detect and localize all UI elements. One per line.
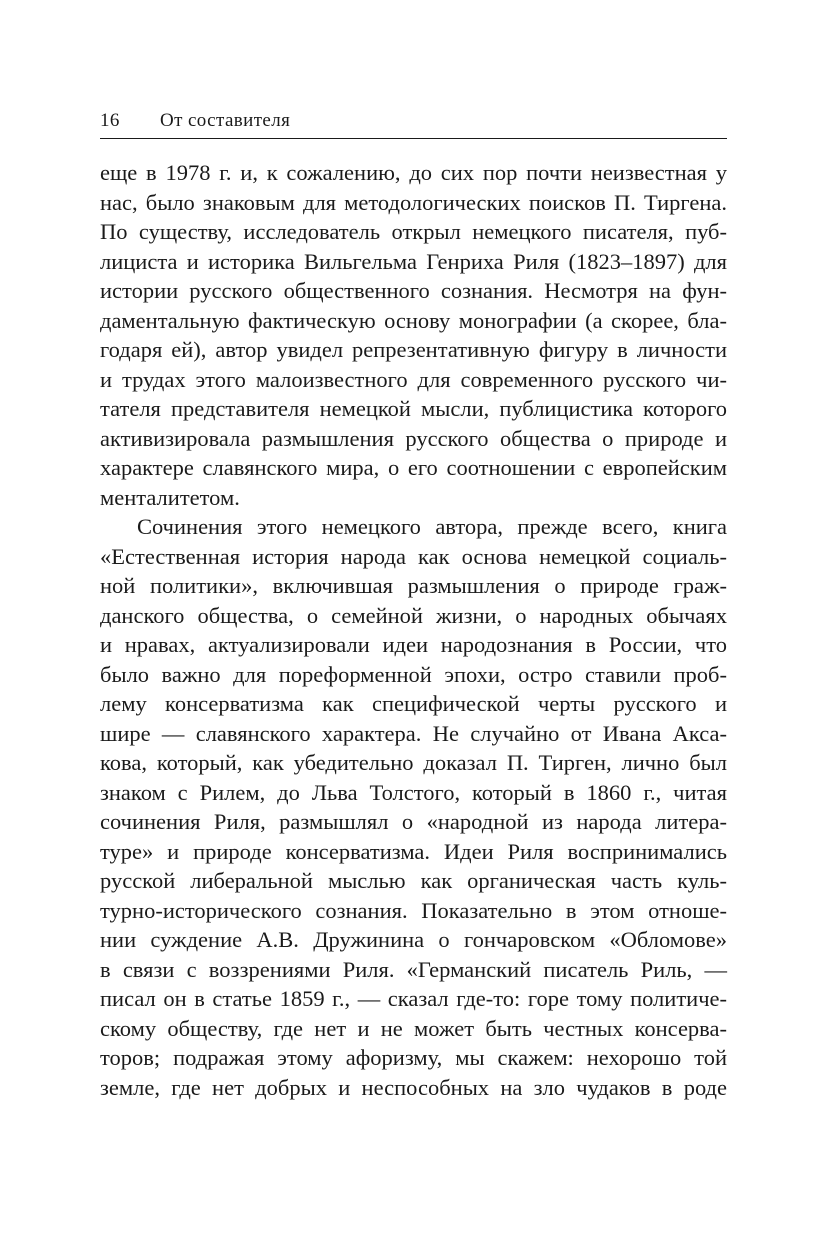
text-line: ной политики», включившая размышления о природе граж- xyxy=(100,573,727,598)
text-line: данского общества, о семейной жизни, о народных обычаях xyxy=(100,602,727,628)
text-line: характере славянского мира, о его соотношении с европейским xyxy=(100,455,727,480)
text-line: истории русского общественного сознания. Несмотря на фун- xyxy=(100,278,727,303)
text-line: было важно для пореформенной эпохи, остро ставили проб- xyxy=(100,661,727,687)
text-line: еще в 1978 г. и, к сожалению, до сих пор почти неизвестная у xyxy=(100,160,727,185)
text-line: даментальную фактическую основу монографии (а скорее, бла- xyxy=(100,307,727,333)
text-line: турно-исторического сознания. Показательно в этом отноше- xyxy=(100,897,727,923)
text-line: лициста и историка Вильгельма Генриха Риля (1823–1897) для xyxy=(100,248,727,274)
text-line: и нравах, актуализировали идеи народознания в России, что xyxy=(100,632,727,657)
text-line: торов; подражая этому афоризму, мы скажем: нехорошо той xyxy=(100,1045,727,1070)
body-text xyxy=(100,158,727,1102)
text-line: знаком с Рилем, до Льва Толстого, который в 1860 г., читая xyxy=(100,779,727,805)
text-line: кова, который, как убедительно доказал П. Тирген, лично был xyxy=(100,750,727,775)
text-line: земле, где нет добрых и неспособных на зло чудаков в роде xyxy=(100,1074,727,1100)
text-line: По существу, исследователь открыл немецкого писателя, пуб- xyxy=(100,219,727,244)
text-line: туре» и природе консерватизма. Идеи Риля воспринимались xyxy=(100,838,727,864)
section-title: От составителя xyxy=(160,110,291,131)
page-number: 16 xyxy=(100,110,120,131)
text-line: тателя представителя немецкой мысли, публицистика которого xyxy=(100,396,727,421)
running-head xyxy=(100,108,727,139)
text-line: и трудах этого малоизвестного для современного русского чи- xyxy=(100,366,727,392)
text-line: скому обществу, где нет и не может быть честных консерва- xyxy=(100,1015,727,1041)
text-line: нас, было знаковым для методологических поисков П. Тиргена. xyxy=(100,189,727,215)
text-line: шире — славянского характера. Не случайно от Ивана Акса- xyxy=(100,720,727,746)
paragraph-last-line: менталитетом. xyxy=(100,484,240,510)
text-line: активизировала размышления русского общества о природе и xyxy=(100,425,727,451)
text-line: русской либеральной мыслью как органическая часть куль- xyxy=(100,868,727,893)
text-line: лему консерватизма как специфической черты русского и xyxy=(100,691,727,716)
paragraph-first-line: Сочинения этого немецкого автора, прежде всего, книга xyxy=(137,514,727,539)
text-line: в связи с воззрениями Риля. «Германский писатель Риль, — xyxy=(100,956,727,982)
text-line: годаря ей), автор увидел репрезентативную фигуру в личности xyxy=(100,337,727,362)
text-line: сочинения Риля, размышлял о «народной из народа литера- xyxy=(100,809,727,834)
text-line: писал он в статье 1859 г., — сказал где-то: горе тому политиче- xyxy=(100,986,727,1011)
text-line: «Естественная история народа как основа немецкой социаль- xyxy=(100,543,727,569)
text-line: нии суждение А.В. Дружинина о гончаровском «Обломове» xyxy=(100,927,727,952)
